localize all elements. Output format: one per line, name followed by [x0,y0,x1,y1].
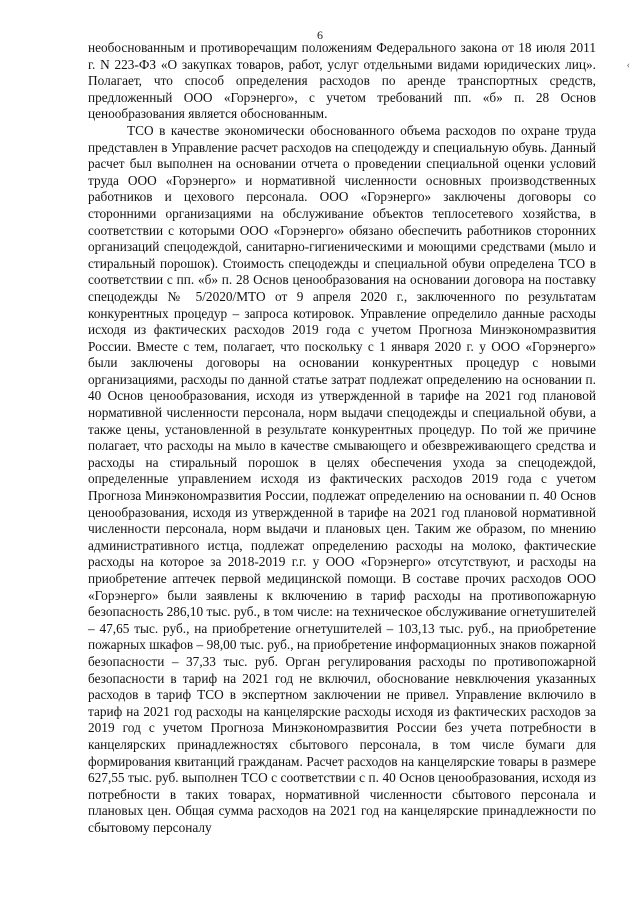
body-text [88,40,596,837]
paragraph-labor-protection: ТСО в качестве экономически обоснованного объема расходов по охране труда представлен в Управление расчет расходов на спецодежду и специальную обувь. Данный расчет был выполнен на основании отчета о проведении специальной оценки условий труда ООО «Горэнерго» и нормативной численности основных производственных работников и цехового персонала. ООО «Горэнерго» заключены договоры со сторонними организациями на обслуживание объектов теплосетевого хозяйства, в соответствии с которыми ООО «Горэнерго» обязано обеспечить работников сторонних организаций спецодеждой, санитарно-гигиеническими и моющими средствами (мыло и стиральный порошок). Стоимость спецодежды и специальной обуви определена ТСО в соответствии с пп. «б» п. 28 Основ ценообразования на основании договора на поставку спецодежды № 5/2020/МТО от 9 апреля 2020 г., заключенного по результатам конкурентных процедур – запроса котировок. Управление определило данные расходы исходя из фактических расходов 2019 года с учетом Прогноза Минэкономразвития России. Вместе с тем, полагает, что поскольку с 1 января 2020 г. у ООО «Горэнерго» были заключены договоры на основании конкурентных процедур с новыми организациями, расходы по данной статье затрат подлежат определению на основании п. 40 Основ ценообразования, исходя из утвержденной в тарифе на 2021 год плановой нормативной численности персонала, норм выдачи спецодежды и специальной обуви, а также цены, установленной в результате конкурентных процедур. По той же причине полагает, что расходы на мыло в качестве смывающего и обезвреживающего средства и расходы на стиральный порошок в целях обеспечения ухода за спецодеждой, определенные управлением исходя из фактических расходов 2019 года с учетом Прогноза Минэкономразвития России, подлежат определению на основании п. 40 Основ ценообразования, исходя из утвержденной в тарифе на 2021 год плановой нормативной численности персонала, норм выдачи и плановых цен. Таким же образом, по мнению административного истца, подлежат определению расходы на молоко, фактические расходы на которое за 2018-2019 г.г. у ООО «Горэнерго» отсутствуют, и расходы на приобретение аптечек первой медицинской помощи. В составе прочих расходов ООО «Горэнерго» были заявлены к включению в тариф расходы на противопожарную безопасность 286,10 тыс. руб., в том числе: на техническое обслуживание огнетушителей – 47,65 тыс. руб., на приобретение огнетушителей – 103,13 тыс. руб., на приобретение пожарных шкафов – 98,00 тыс. руб., на приобретение информационных знаков пожарной безопасности – 37,33 тыс. руб. Орган регулирования расходы по противопожарной безопасности в тариф на 2021 год не включил, обоснование невключения указанных расходов в тариф ТСО в экспертном заключении не привел. Управление включило в тариф на 2021 год расходы на канцелярские расходы исходя из фактических расходов за 2019 год с учетом Прогноза Минэкономразвития России без учета потребности в канцелярских принадлежностях сбытового персонала, в том числе бумаги для формирования квитанций гражданам. Расчет расходов на канцелярские товары в размере 627,55 тыс. руб. выполнен ТСО с соответствии с п. 40 Основ ценообразования, исходя из потребности в таких товарах, нормативной численности сбытового персонала и плановых цен. Общая сумма расходов на 2021 год на канцелярские принадлежности по сбытовому персоналу [88,122,596,835]
page-number: 6 [317,28,323,42]
paragraph-continuation: необоснованным и противоречащим положениям Федерального закона от 18 июля 2011 г. N 223-ФЗ «О закупках товаров, работ, услуг отдельными видами юридических лиц». Полагает, что способ определения расходов по аренде транспортных средств, предложенный ООО «Горэнерго», с учетом требований пп. «б» п. 28 Основ ценообразования является обоснованным. [88,40,596,122]
margin-mark: ‹ [626,60,630,71]
